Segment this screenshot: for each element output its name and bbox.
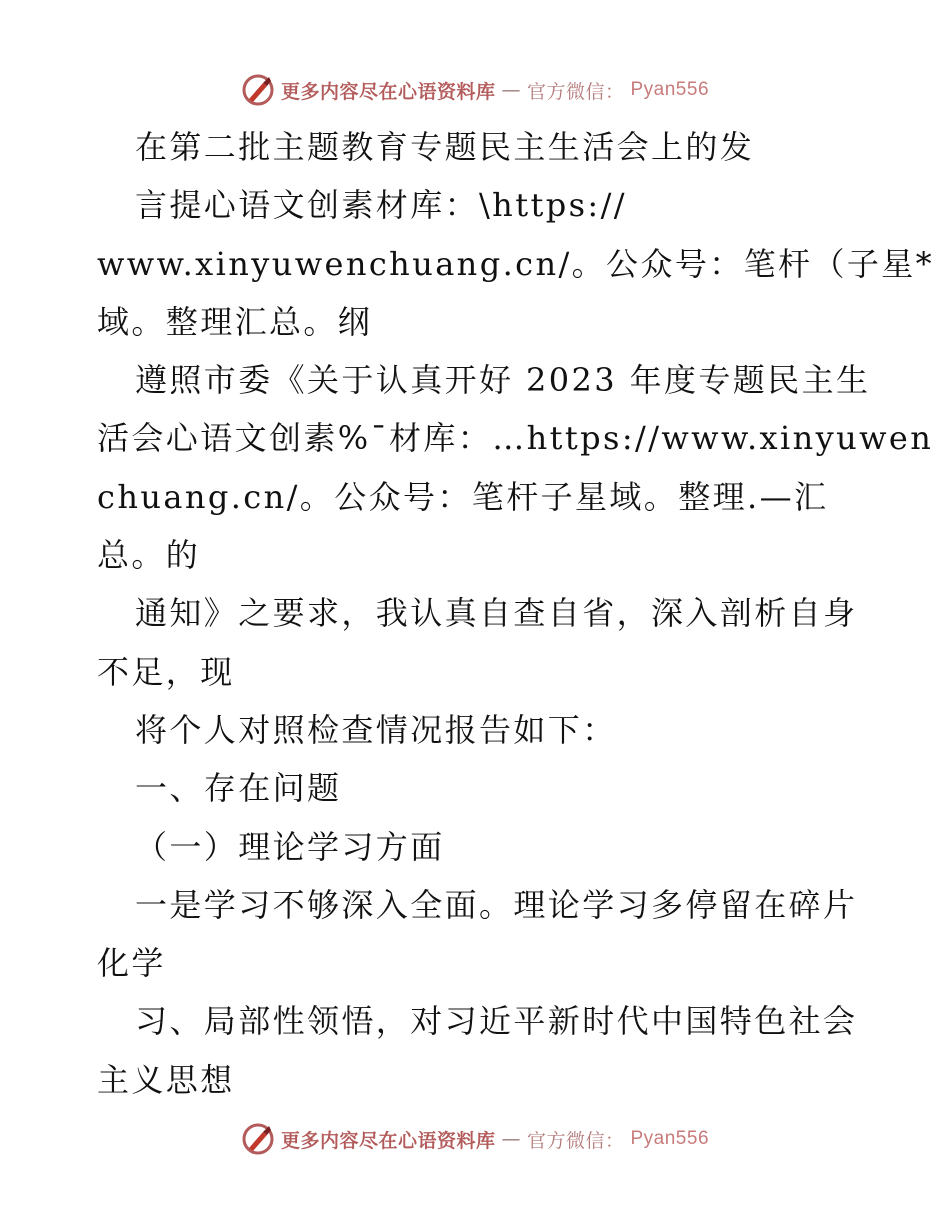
watermark-separator: — <box>501 1128 521 1150</box>
text-line: 将个人对照检查情况报告如下： <box>135 710 617 749</box>
subsection-heading: （一）理论学习方面 <box>135 827 445 866</box>
watermark-sub-text: 官方微信： <box>526 80 625 103</box>
text-line: 不足，现 <box>97 652 235 691</box>
text-line: 通知》之要求，我认真自查自省，深入剖析自身 <box>135 594 858 633</box>
text-line: 活会心语文创素%¯材库：…https://www.xinyuwen <box>97 419 934 458</box>
text-line: www.xinyuwenchuang.cn/。公众号：笔杆（子星* <box>97 244 935 283</box>
text-line: 主义思想 <box>97 1060 235 1099</box>
watermark-handle: Pyan556 <box>630 1128 710 1149</box>
text-line: 遵照市委《关于认真开好 2023 年度专题民主生 <box>135 361 871 400</box>
watermark-separator: — <box>501 79 521 101</box>
text-line: 一是学习不够深入全面。理论学习多停留在碎片 <box>135 885 858 924</box>
section-heading: 一、存在问题 <box>135 769 342 808</box>
text-line: 言提心语文创素材库：\https:// <box>135 186 627 225</box>
watermark-handle: Pyan556 <box>630 79 710 100</box>
watermark-header <box>0 70 950 110</box>
text-line: 习、局部性领悟，对习近平新时代中国特色社会 <box>135 1002 858 1041</box>
watermark-sub-text: 官方微信： <box>526 1129 625 1152</box>
pen-logo-icon <box>241 1122 275 1156</box>
text-line: 在第二批主题教育专题民主生活会上的发 <box>135 128 755 166</box>
text-line: chuang.cn/。公众号：笔杆子星域。整理.—汇 <box>97 477 829 516</box>
text-line: 化学 <box>97 944 166 983</box>
watermark-main-text: 更多内容尽在心语资料库 <box>280 80 496 103</box>
watermark-main-text: 更多内容尽在心语资料库 <box>280 1129 496 1152</box>
text-line: 总。的 <box>97 536 201 575</box>
document-body <box>97 118 935 1109</box>
pen-logo-icon <box>241 73 275 107</box>
text-line: 域。整理汇总。纲 <box>97 302 373 341</box>
watermark-footer <box>0 1119 950 1159</box>
